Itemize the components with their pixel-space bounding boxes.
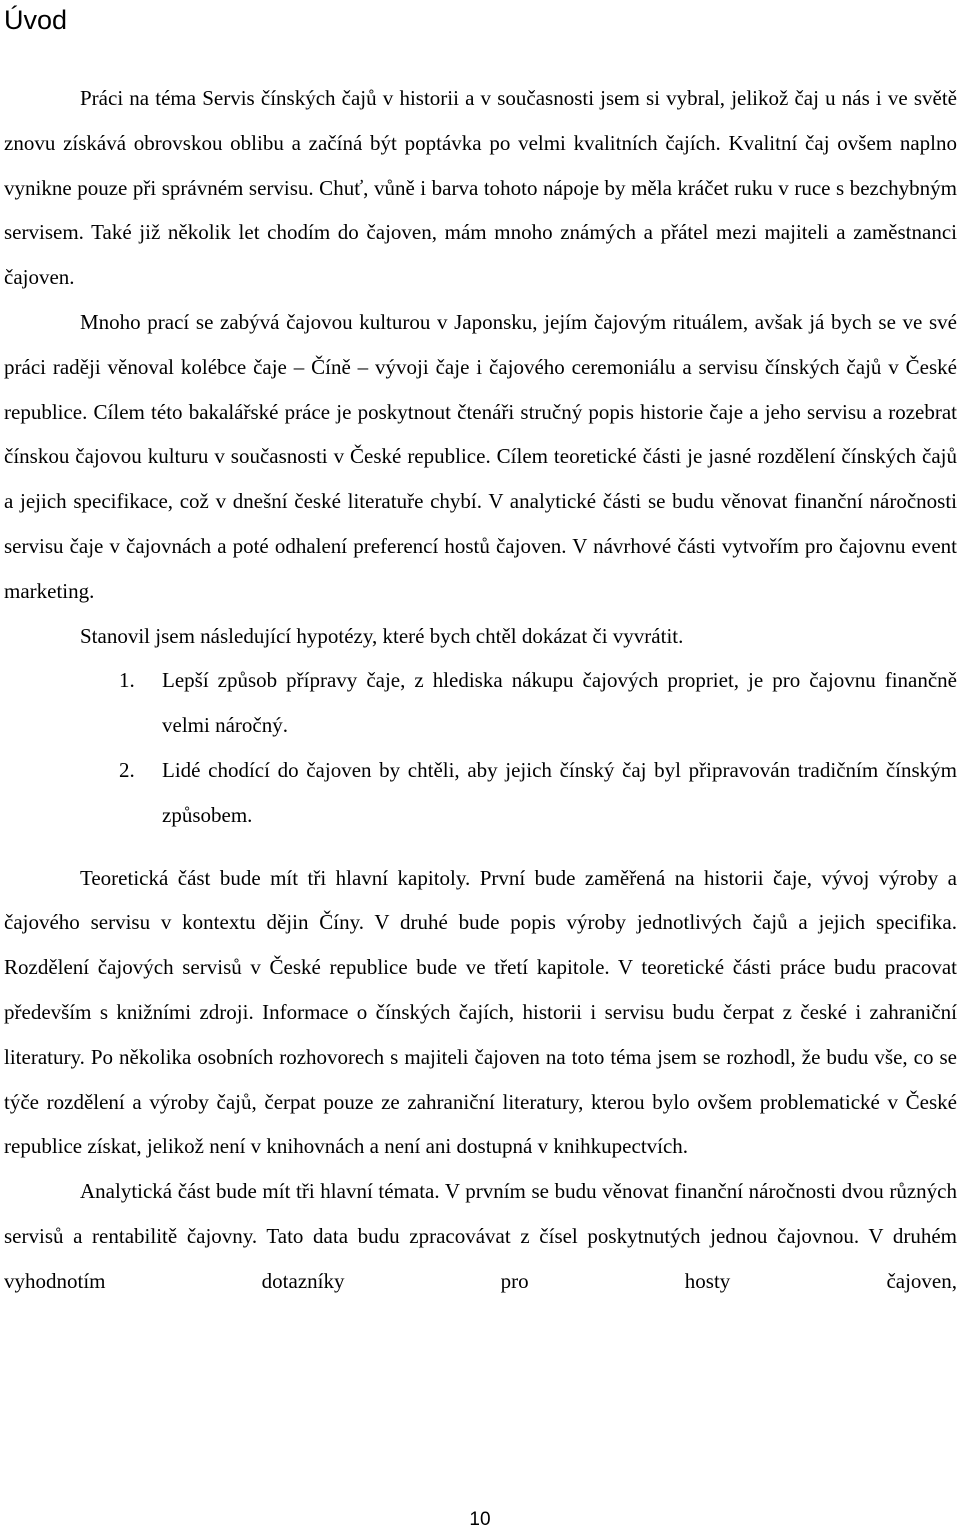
- page-number: 10: [469, 1509, 491, 1530]
- hypotheses-list: [4, 658, 957, 837]
- document-body: [4, 76, 957, 1304]
- paragraph-aims: Mnoho prací se zabývá čajovou kulturou v Japonsku, jejím čajovým rituálem, avšak já bych se ve své práci raději věnoval kolébce čaje – Číně – vývoji čaje i čajového ceremoniálu a servisu čínských čajů v České republice. Cílem této bakalářské práce je poskytnout čtenáři stručný popis historie čaje a jeho servisu a rozebrat čínskou čajovou kulturu v současnosti v České republice. Cílem teoretické části je jasné rozdělení čínských čajů a jejich specifikace, což v dnešní české literatuře chybí. V analytické části se budu věnovat finanční náročnosti servisu čaje v čajovnách a poté odhalení preferencí hostů čajoven. V návrhové části vytvořím pro čajovnu event marketing.: [4, 309, 957, 603]
- paragraph-hypotheses-intro: Stanovil jsem následující hypotézy, které bych chtěl dokázat či vyvrátit.: [80, 623, 684, 648]
- hypothesis-text: Lidé chodící do čajoven by chtěli, aby jejich čínský čaj byl připravován tradičním čínským způsobem.: [162, 757, 957, 827]
- section-heading: Úvod: [4, 5, 68, 35]
- hypothesis-item: [4, 658, 957, 748]
- hypothesis-text: Lepší způsob přípravy čaje, z hlediska nákupu čajových propriet, je pro čajovnu finančně velmi náročný.: [162, 668, 957, 738]
- hypothesis-number: 1.: [119, 668, 135, 693]
- paragraph-motivation: Práci na téma Servis čínských čajů v historii a v současnosti jsem si vybral, jelikož čaj u nás i ve světě znovu získává obrovskou oblibu a začíná být poptávka po velmi kvalitních čajích. Kvalitní čaj ovšem naplno vynikne pouze při správném servisu. Chuť, vůně i barva tohoto nápoje by měla kráčet ruku v ruce s bezchybným servisem. Také již několik let chodím do čajoven, mám mnoho známých a přátel mezi majiteli a zaměstnanci čajoven.: [4, 86, 957, 290]
- hypothesis-number: 2.: [119, 757, 135, 782]
- hypothesis-item: [4, 748, 957, 838]
- paragraph-analytical-part: Analytická část bude mít tři hlavní témata. V prvním se budu věnovat finanční náročnosti dvou různých servisů a rentabilitě čajovny. Tato data budu zpracovávat z čísel poskytnutých jednou čajovnou. V druhém vyhodnotím dotazníky pro hosty čajoven,: [4, 1179, 957, 1293]
- paragraph-theoretical-part: Teoretická část bude mít tři hlavní kapitoly. První bude zaměřená na historii čaje, vývoj výroby a čajového servisu v kontextu dějin Číny. V druhé bude popis výroby jednotlivých čajů a jejich specifika. Rozdělení čajových servisů v České republice bude ve třetí kapitole. V teoretické části práce budu pracovat především s knižními zdroji. Informace o čínských čajích, historii i servisu budu čerpat z české i zahraniční literatury. Po několika osobních rozhovorech s majiteli čajoven na toto téma jsem se rozhodl, že budu vše, co se týče rozdělení a výroby čajů, čerpat pouze ze zahraniční literatury, kterou bylo ovšem problematické v České republice získat, jelikož není v knihovnách a není ani dostupná v knihkupectvích.: [4, 865, 957, 1159]
